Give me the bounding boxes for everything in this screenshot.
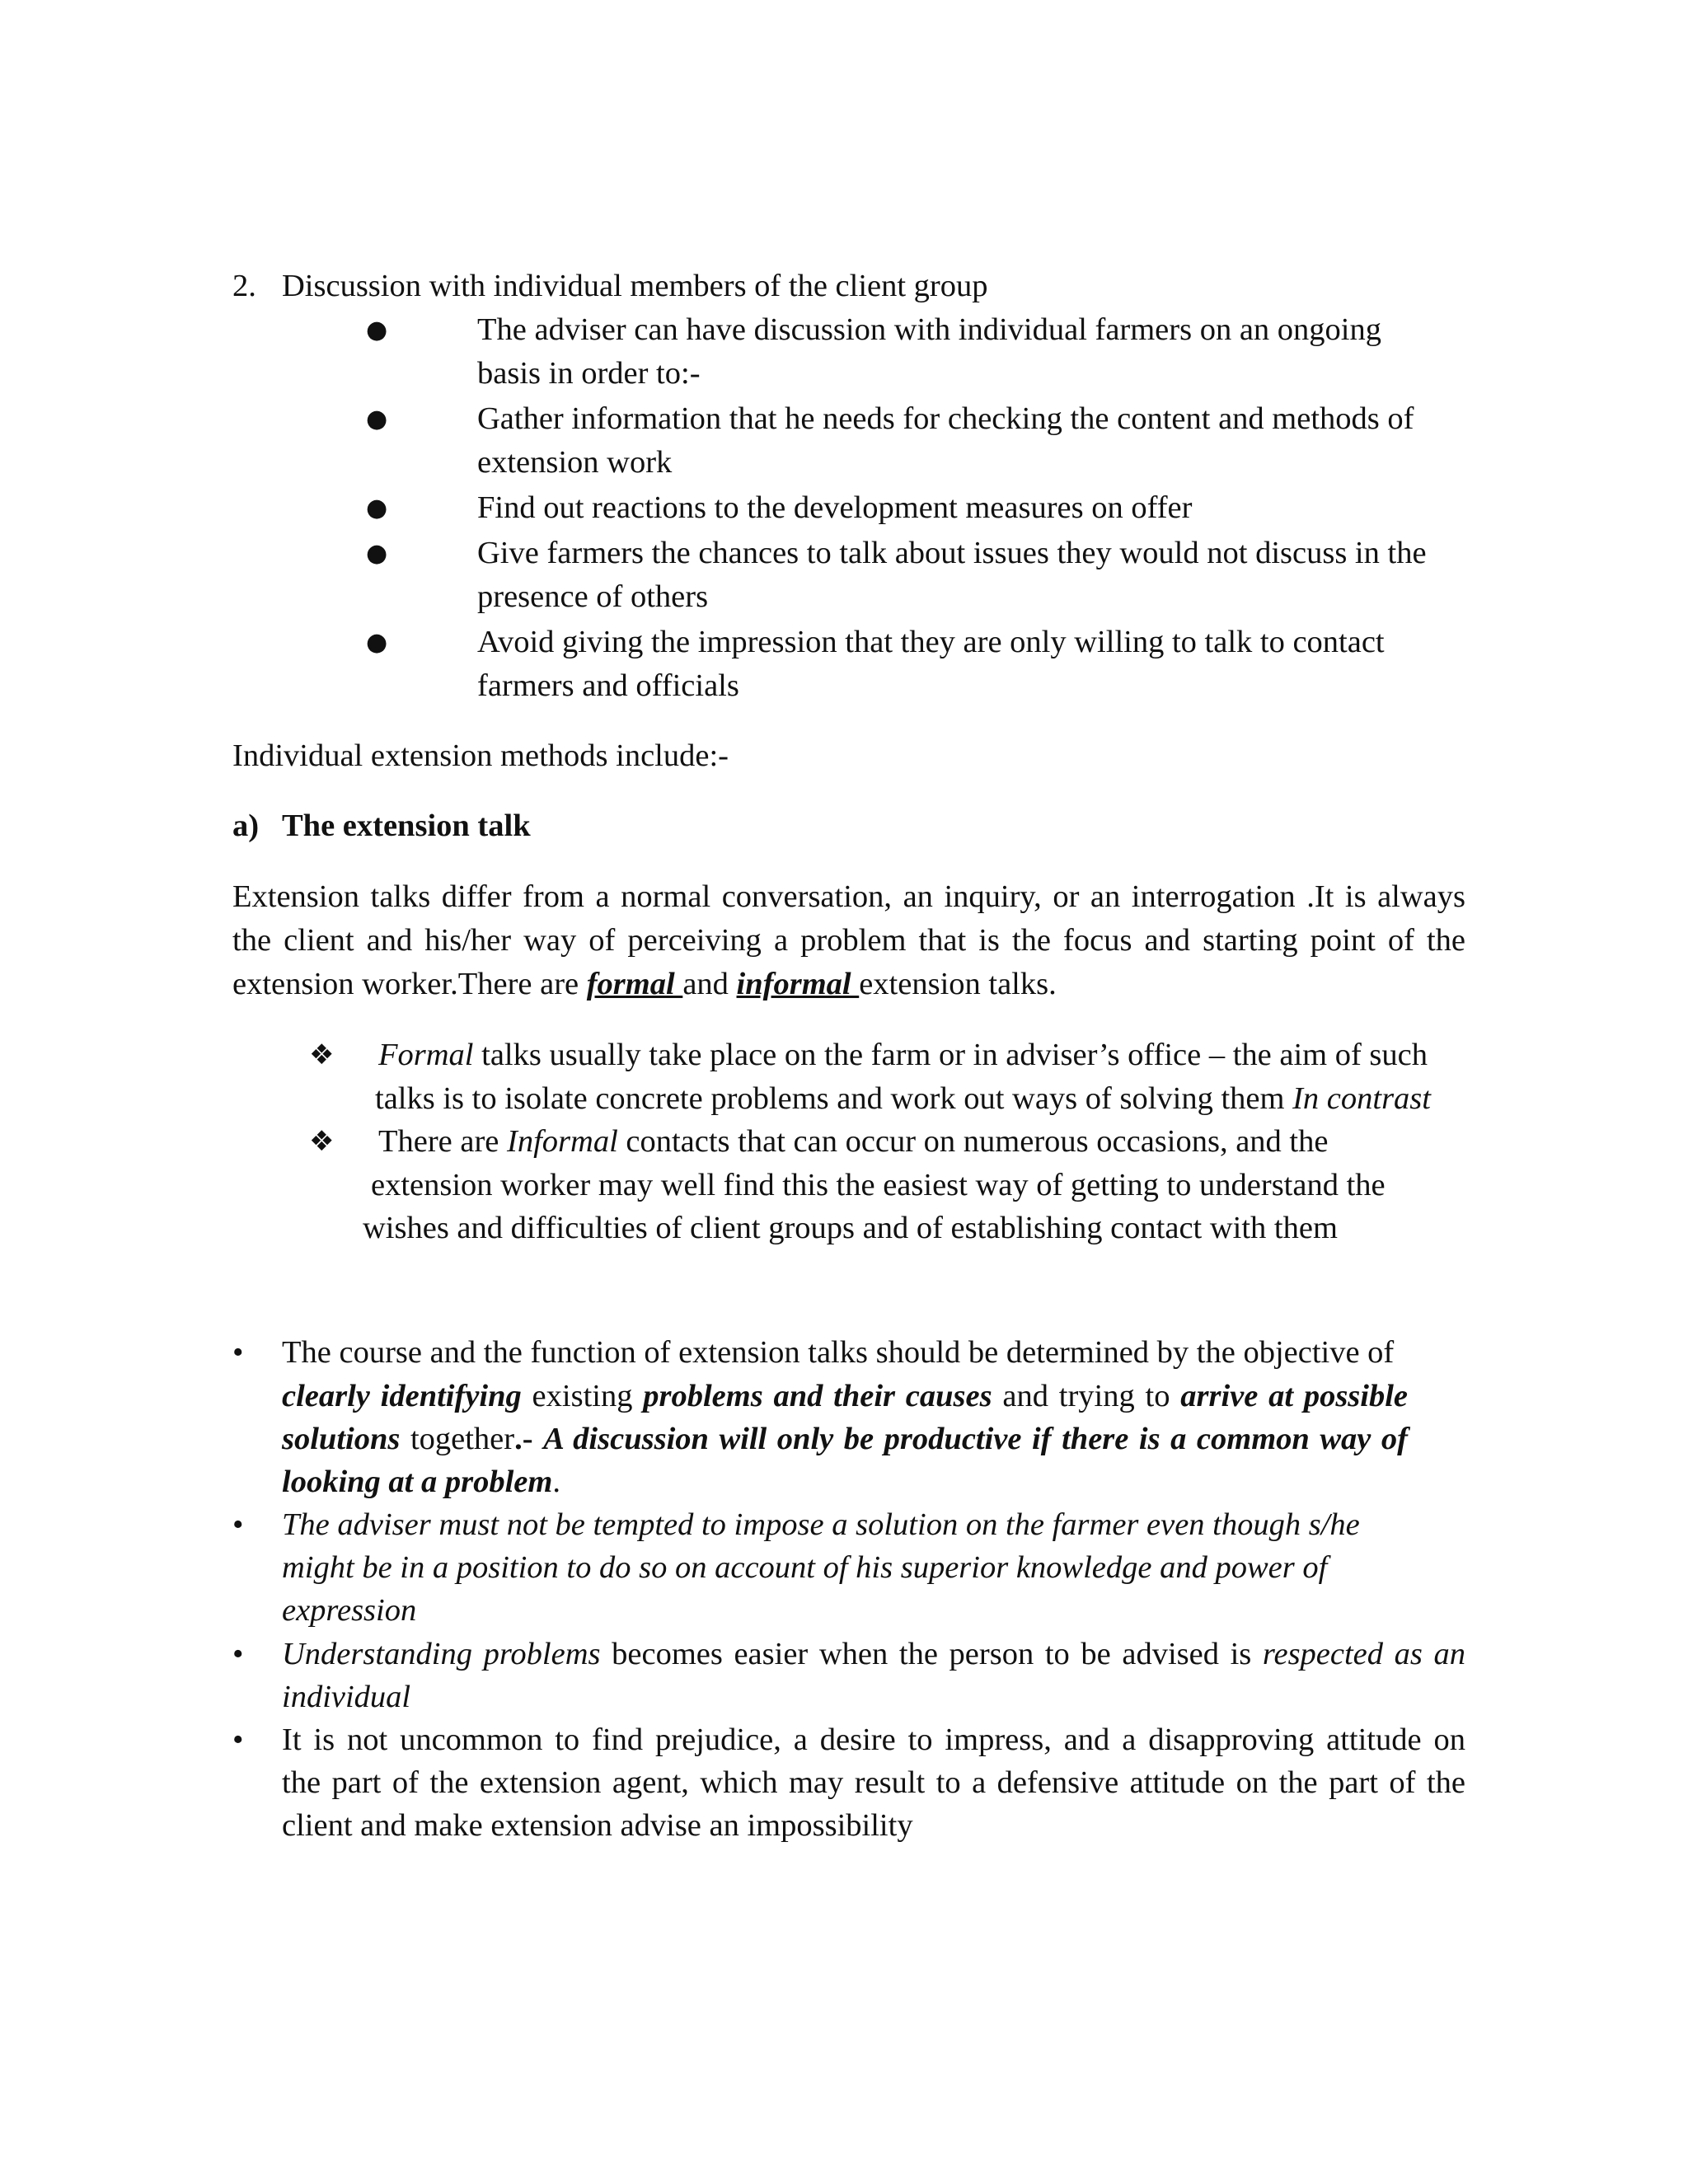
section-number: 2. [232, 269, 256, 303]
formal-term: Formal [378, 1038, 474, 1072]
list-item-continuation: farmers and officials [477, 668, 739, 703]
paragraph-line: Extension talks differ from a normal conversation, an inquiry, or an interrogation .It is always [232, 879, 1465, 914]
list-item-continuation: client and make extension advise an impossibility [282, 1808, 913, 1843]
text-run-bold: .- [514, 1422, 544, 1456]
emphasis-italic: Understanding problems [282, 1637, 601, 1671]
list-item: The course and the function of extension talks should be determined by the objective of [282, 1335, 1395, 1370]
diamond-bullet-icon: ❖ [309, 1038, 335, 1071]
list-item: It is not uncommon to find prejudice, a desire to impress, and a disapproving attitude on [282, 1722, 1465, 1757]
text-run: existing [521, 1379, 644, 1413]
list-item-continuation [282, 1460, 560, 1504]
bullet-dot-icon: ● [366, 316, 388, 344]
list-item [282, 1633, 1465, 1676]
informal-keyword: informal [736, 967, 860, 1001]
section-heading: Discussion with individual members of the client group [282, 269, 988, 303]
list-item: The adviser can have discussion with individual farmers on an ongoing [477, 312, 1381, 347]
bullet-icon: • [232, 1507, 244, 1542]
list-item: Find out reactions to the development measures on offer [477, 490, 1193, 525]
text-run: . [552, 1465, 560, 1499]
list-item-continuation [282, 1418, 1408, 1461]
list-item [378, 1120, 1328, 1164]
paragraph-line: the client and his/her way of perceiving a problem that is the focus and starting point of the [232, 923, 1465, 958]
paragraph-line [232, 963, 1057, 1006]
methods-intro: Individual extension methods include:- [232, 738, 729, 773]
emphasis: A discussion will only be productive if there is a common way of [543, 1422, 1408, 1456]
list-item [378, 1033, 1428, 1077]
text-run: talks is to isolate concrete problems and work out ways of solving them [375, 1081, 1293, 1116]
list-item-continuation: individual [282, 1680, 411, 1714]
bullet-dot-icon: ● [366, 405, 388, 434]
bullet-dot-icon: ● [366, 539, 388, 568]
list-item-continuation [282, 1375, 1408, 1418]
bullet-icon: • [232, 1335, 244, 1370]
list-item-continuation: might be in a position to do so on account of his superior knowledge and power of [282, 1550, 1328, 1585]
emphasis-italic: respected as an [1262, 1637, 1465, 1671]
subsection-title: The extension talk [282, 808, 531, 843]
diamond-bullet-icon: ❖ [309, 1125, 335, 1158]
list-item-continuation: presence of others [477, 579, 709, 614]
text-run: extension talks. [859, 967, 1057, 1001]
list-item: The adviser must not be tempted to impose a solution on the farmer even though s/he [282, 1507, 1360, 1542]
bullet-dot-icon: ● [366, 494, 388, 523]
emphasis: clearly identifying [282, 1379, 522, 1413]
text-run: contacts that can occur on numerous occasions, and the [617, 1124, 1329, 1159]
text-run: There are [378, 1124, 508, 1159]
bullet-icon: • [232, 1722, 244, 1757]
list-item-continuation: expression [282, 1593, 417, 1628]
list-item: Gather information that he needs for checking the content and methods of [477, 401, 1414, 436]
subsection-label: a) [232, 808, 260, 843]
text-run: and trying to [992, 1379, 1181, 1413]
text-run-italic: In contrast [1292, 1081, 1431, 1116]
list-item-continuation: the part of the extension agent, which may result to a defensive attitude on the part of the [282, 1765, 1465, 1800]
emphasis: looking at a problem [282, 1465, 553, 1499]
list-item-continuation [375, 1077, 1431, 1121]
list-item-continuation: wishes and difficulties of client groups and of establishing contact with them [363, 1211, 1338, 1245]
list-item-continuation: extension worker may well find this the easiest way of getting to understand the [371, 1168, 1386, 1202]
emphasis: solutions [282, 1422, 401, 1456]
list-item-continuation: extension work [477, 445, 673, 480]
emphasis: arrive at possible [1180, 1379, 1409, 1413]
bullet-dot-icon: ● [366, 628, 388, 657]
list-item: Give farmers the chances to talk about issues they would not discuss in the [477, 536, 1427, 570]
list-item-continuation: basis in order to:- [477, 356, 701, 391]
text-run: becomes easier when the person to be advised is [600, 1637, 1263, 1671]
text-run: and [682, 967, 737, 1001]
text-run: together [400, 1422, 515, 1456]
emphasis: problems and their causes [643, 1379, 992, 1413]
text-run: talks usually take place on the farm or in adviser’s office – the aim of such [473, 1038, 1428, 1072]
informal-term: Informal [507, 1124, 618, 1159]
list-item: Avoid giving the impression that they are only willing to talk to contact [477, 625, 1385, 659]
text-run: extension worker.There are [232, 967, 587, 1001]
formal-keyword: formal [586, 967, 683, 1001]
bullet-icon: • [232, 1637, 244, 1671]
